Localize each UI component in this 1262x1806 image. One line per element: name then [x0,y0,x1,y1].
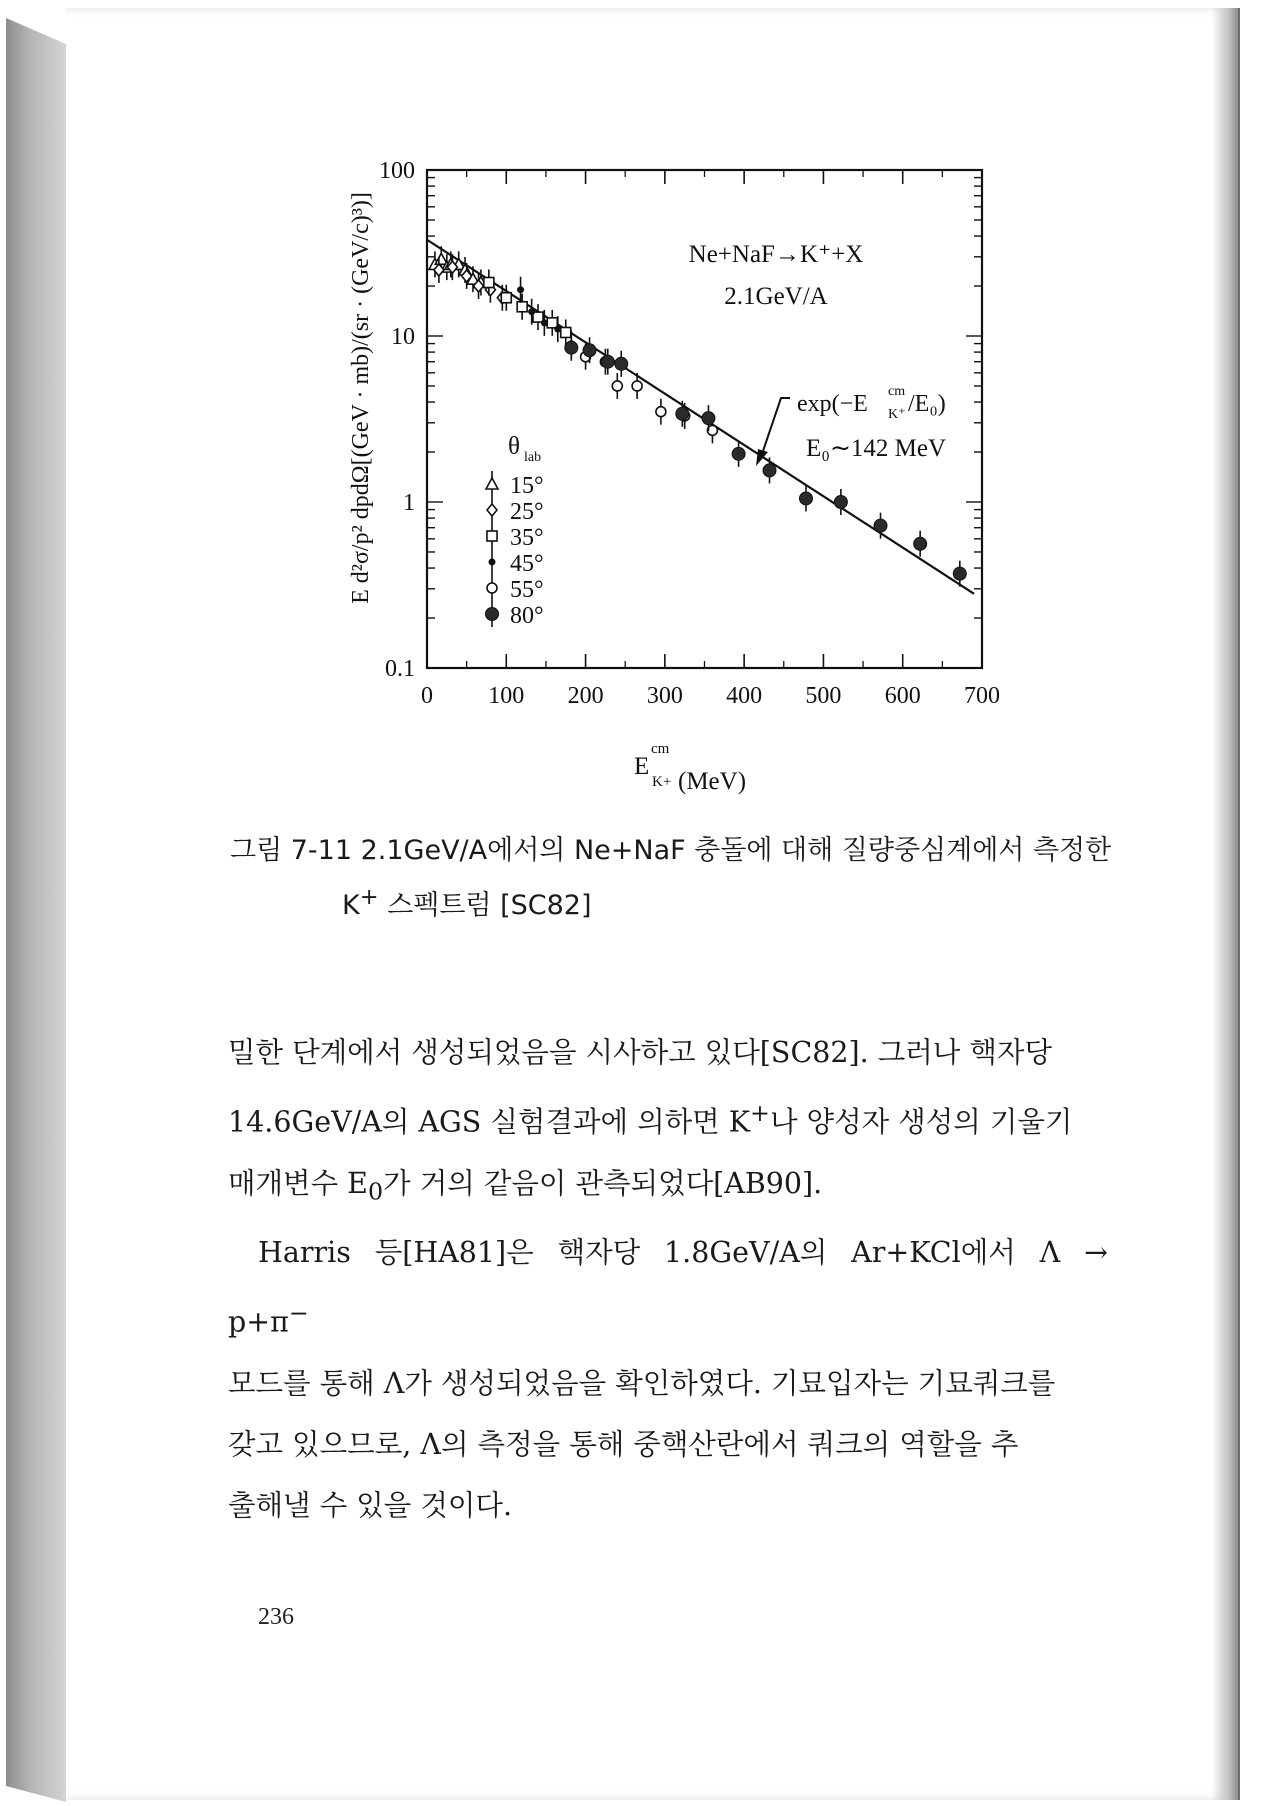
fit-arrow [756,398,790,466]
legend-title: θ [508,433,520,460]
marker-filled-circle [953,567,966,580]
body-text [228,1022,1108,1536]
caption-line1: 그림 7-11 2.1GeV/A에서의 Ne+NaF 충돌에 대해 질량중심계에서 측정한 [230,835,1112,866]
marker-dot [554,326,561,333]
marker-triangle [486,478,498,489]
legend-marker [486,601,499,627]
data-point [676,401,689,427]
marker-open-circle [487,583,497,593]
fit-parameter: E₀∼142 MeV [806,435,947,462]
x-tick-label: 0 [421,683,433,709]
caption-line2 [230,874,1130,929]
marker-filled-circle [583,344,596,357]
p2-line1-sup: − [288,1299,309,1328]
p1-line1: 밀한 단계에서 생성되었음을 시사하고 있다[SC82]. 그러나 핵자당 [228,1036,1052,1069]
legend [486,433,544,629]
caption-k-sup: + [359,884,379,910]
fit-formula-sub: K⁺ [888,407,906,422]
marker-dot [517,286,524,293]
legend-marker [487,523,497,549]
paragraph-2 [228,1222,1108,1536]
marker-filled-circle [914,537,927,550]
marker-square [517,302,527,312]
data-point [799,485,812,511]
legend-entry-45: 45° [510,551,544,577]
marker-filled-circle [799,492,812,505]
x-tick-label: 200 [567,683,604,709]
marker-filled-circle [615,357,628,370]
marker-open-circle [632,381,642,391]
data-point [533,304,543,330]
marker-square [487,531,497,541]
p2-line2: 모드를 통해 Λ가 생성되었음을 확인하였다. 기묘입자는 기묘쿼크를 [228,1366,1056,1400]
legend-marker [487,575,497,601]
legend-entry-35: 35° [510,525,544,551]
legend-entry-80: 80° [510,603,544,629]
caption-line2-rest: 스펙트럼 [SC82] [378,890,592,921]
marker-filled-circle [702,412,715,425]
data-point [612,373,622,399]
legend-marker [487,497,497,523]
marker-square [561,327,571,337]
figure-caption [230,828,1130,929]
data-point [656,399,666,425]
legend-entry-25: 25° [510,499,544,525]
p1-line2b: 나 양성자 생성의 기울기 [769,1105,1073,1139]
legend-markers [486,471,499,627]
marker-filled-circle [874,519,887,532]
y-tick-label: 0.1 [385,656,415,682]
x-axis-label-main: E [634,753,650,780]
p1-line3a: 매개변수 E [228,1166,368,1200]
p1-line2a: 14.6GeV/A의 AGS 실험결과에 의하면 K [228,1105,751,1139]
p2-line4: 출해낼 수 있을 것이다. [228,1488,513,1522]
marker-diamond [487,504,497,516]
marker-open-circle [656,407,666,417]
marker-square [501,293,511,303]
p1-line3-sub: 0 [368,1177,384,1206]
x-tick-label: 600 [884,683,921,709]
y-tick-label: 1 [403,490,415,516]
fit-arrow-head [756,449,768,466]
x-axis-label-sub: K+ [652,774,672,790]
figure-chart [0,0,1262,820]
y-tick-label: 10 [391,324,415,350]
marker-square [484,278,494,288]
marker-filled-circle [676,407,689,420]
marker-filled-circle [601,355,614,368]
p1-line3b: 가 거의 같음이 관측되었다[AB90]. [383,1166,823,1200]
data-point [615,351,628,377]
fit-formula-sup: cm [888,384,906,399]
fit-arrow-line [762,398,790,454]
legend-entry-15: 15° [510,473,544,499]
x-tick-label: 300 [646,683,683,709]
reaction-label: Ne+NaF→K⁺+X [688,241,864,268]
y-tick-label: 100 [379,158,415,184]
x-axis-label-unit: (MeV) [678,768,747,795]
x-axis-label-sup: cm [651,741,670,757]
p2-line3: 갖고 있으므로, Λ의 측정을 통해 중핵산란에서 쿼크의 역할을 추 [228,1427,1019,1461]
x-tick-label: 100 [488,683,525,709]
marker-dot [489,559,496,566]
marker-filled-circle [565,341,578,354]
marker-filled-circle [834,496,847,509]
marker-dot [541,319,548,326]
data-point [914,531,927,557]
data-point [763,457,776,483]
energy-label: 2.1GeV/A [724,283,828,310]
x-axis-label [634,741,746,795]
marker-filled-circle [732,447,745,460]
marker-filled-circle [486,608,499,621]
x-tick-label: 500 [805,683,842,709]
legend-entry-55: 55° [510,577,544,603]
legend-marker [486,471,498,497]
caption-k: K [342,890,360,921]
fit-formula-main: exp(−E [797,391,868,417]
marker-dot [528,308,535,315]
y-axis-label: E d²σ/p² dpdΩ[(GeV · mb)/(sr · (GeV/c)³)] [348,192,374,604]
p1-line2-sup: + [750,1099,770,1127]
marker-filled-circle [763,464,776,477]
x-tick-label: 700 [964,683,1000,709]
paragraph-1 [228,1022,1108,1222]
legend-title-sub: lab [524,450,542,465]
data-point [517,294,527,320]
x-tick-label: 400 [726,683,763,709]
fit-formula [797,384,946,422]
fit-formula-tail: /E₀) [908,391,946,417]
legend-marker [489,549,496,575]
data-point [565,335,578,361]
page-number: 236 [258,1604,294,1630]
marker-open-circle [612,381,622,391]
data-point [874,513,887,539]
p2-line1: Harris 등[HA81]은 핵자당 1.8GeV/A의 Ar+KCl에서 Λ → p+π [228,1236,1108,1339]
